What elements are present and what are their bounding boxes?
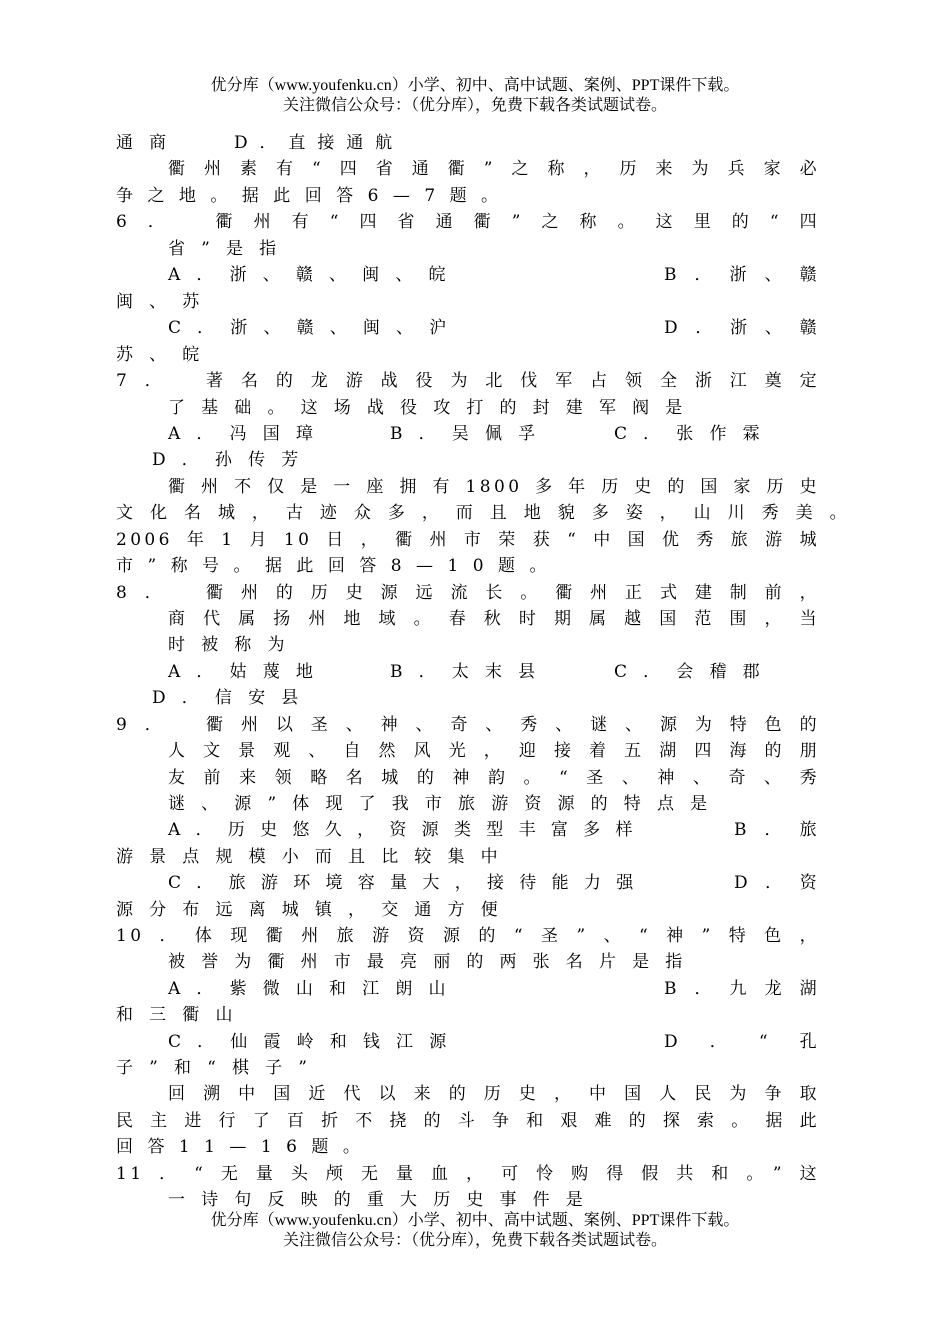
question-11-stem-line-1: 11．“无量头颅无量血，可怜购得假共和。”这 <box>116 1164 820 1184</box>
page-footer <box>0 1211 950 1251</box>
question-8-stem-line-1: 8． 衢州的历史源远流长。衢州正式建制前， <box>116 583 820 603</box>
question-6-option-b: B．浙、赣 <box>664 265 820 285</box>
intro-2-line-3: 2006年1月10日，衢州市荣获“中国优秀旅游城 <box>116 530 820 550</box>
question-7-option-d: D．孙传芳 <box>152 450 315 470</box>
question-7-stem-line-2: 了基础。这场战役攻打的封建军阀是 <box>168 398 699 418</box>
intro-2-line-2: 文化名城，古迹众多，而且地貌多姿，山川秀美。 <box>116 503 850 523</box>
question-7-option-b: B．吴佩孚 <box>390 424 552 444</box>
question-9-stem-line-3: 友前来领略名城的神韵。“圣、神、奇、秀 <box>168 768 820 788</box>
question-10-option-b-cont: 和三衢山 <box>116 1005 249 1025</box>
question-7-stem-line-1: 7． 著名的龙游战役为北伐军占领全浙江奠定 <box>116 371 820 391</box>
question-6-option-a: A．浙、赣、闽、皖 <box>168 265 462 285</box>
question-8-option-d: D．信安县 <box>152 688 315 708</box>
question-9-option-a: A．历史悠久，资源类型丰富多样 <box>168 820 648 840</box>
option-d-prev: D．直接通航 <box>234 133 405 153</box>
question-9-stem-line-2: 人文景观、自然风光，迎接着五湖四海的朋 <box>168 741 820 761</box>
question-9-option-d-cont: 源分布远离城镇，交通方便 <box>116 900 514 920</box>
intro-3-line-1: 回溯中国近代以来的历史，中国人民为争取 <box>168 1084 820 1104</box>
question-10-option-d: D．“孔 <box>664 1032 820 1052</box>
intro-3-line-2: 民主进行了百折不挠的斗争和艰难的探索。据此 <box>116 1111 820 1131</box>
header-line-2: 关注微信公众号：（优分库），免费下载各类试题试卷。 <box>282 97 667 114</box>
question-10-option-b: B．九龙湖 <box>664 979 820 999</box>
question-8-option-b: B．太末县 <box>390 662 552 682</box>
question-6-option-d: D．浙、赣 <box>664 318 820 338</box>
question-10-option-d-cont: 子”和“棋子” <box>116 1058 324 1078</box>
intro-2-line-4: 市”称号。据此回答8—10题。 <box>116 556 561 576</box>
question-11-stem-line-2: 一诗句反映的重大历史事件是 <box>168 1190 599 1210</box>
question-6-option-d-cont: 苏、皖 <box>116 345 216 365</box>
question-8-stem-line-2: 商代属扬州地域。春秋时期属越国范围，当 <box>168 609 820 629</box>
footer-line-2: 关注微信公众号：（优分库），免费下载各类试题试卷。 <box>282 1232 667 1249</box>
intro-1-line-2: 争之地。据此回答6—7题。 <box>116 186 513 206</box>
question-6-stem-line-2: 省”是指 <box>168 239 293 259</box>
question-7-option-c: C．张作霖 <box>614 424 776 444</box>
question-8-option-a: A．姑蔑地 <box>168 662 330 682</box>
question-10-stem-line-1: 10．体现衢州旅游资源的“圣”、“神”特色， <box>116 926 820 946</box>
header-line-1: 优分库（www.youfenku.cn）小学、初中、高中试题、案例、PPT课件下载。 <box>210 77 740 94</box>
question-9-option-b: B．旅 <box>734 820 820 840</box>
intro-2-line-1: 衢州不仅是一座拥有1800多年历史的国家历史 <box>168 477 820 497</box>
continued-option-text: 通商 <box>116 133 183 153</box>
question-7-option-a: A．冯国璋 <box>168 424 330 444</box>
intro-3-line-3: 回答11—16题。 <box>116 1137 375 1157</box>
question-9-stem-line-1: 9． 衢州以圣、神、奇、秀、谜、源为特色的 <box>116 715 820 735</box>
question-8-option-c: C．会稽郡 <box>614 662 776 682</box>
question-6-option-b-cont: 闽、苏 <box>116 292 216 312</box>
question-9-option-d: D．资 <box>734 873 820 893</box>
question-8-stem-line-3: 时被称为 <box>168 635 301 655</box>
question-10-option-a: A．紫微山和江朗山 <box>168 979 462 999</box>
question-9-stem-line-4: 谜、源”体现了我市旅游资源的特点是 <box>168 794 724 814</box>
question-9-option-c: C．旅游环境容量大，接待能力强 <box>168 873 649 893</box>
question-6-stem-line-1: 6． 衢州有“四省通衢”之称。这里的“四 <box>116 212 820 232</box>
footer-line-1: 优分库（www.youfenku.cn）小学、初中、高中试题、案例、PPT课件下载。 <box>210 1212 740 1229</box>
question-9-option-b-cont: 游景点规模小而且比较集中 <box>116 847 514 867</box>
question-10-stem-line-2: 被誉为衢州市最亮丽的两张名片是指 <box>168 952 699 972</box>
question-10-option-c: C．仙霞岭和钱江源 <box>168 1032 463 1052</box>
question-6-option-c: C．浙、赣、闽、沪 <box>168 318 463 338</box>
intro-1-line-1: 衢州素有“四省通衢”之称，历来为兵家必 <box>168 159 820 179</box>
